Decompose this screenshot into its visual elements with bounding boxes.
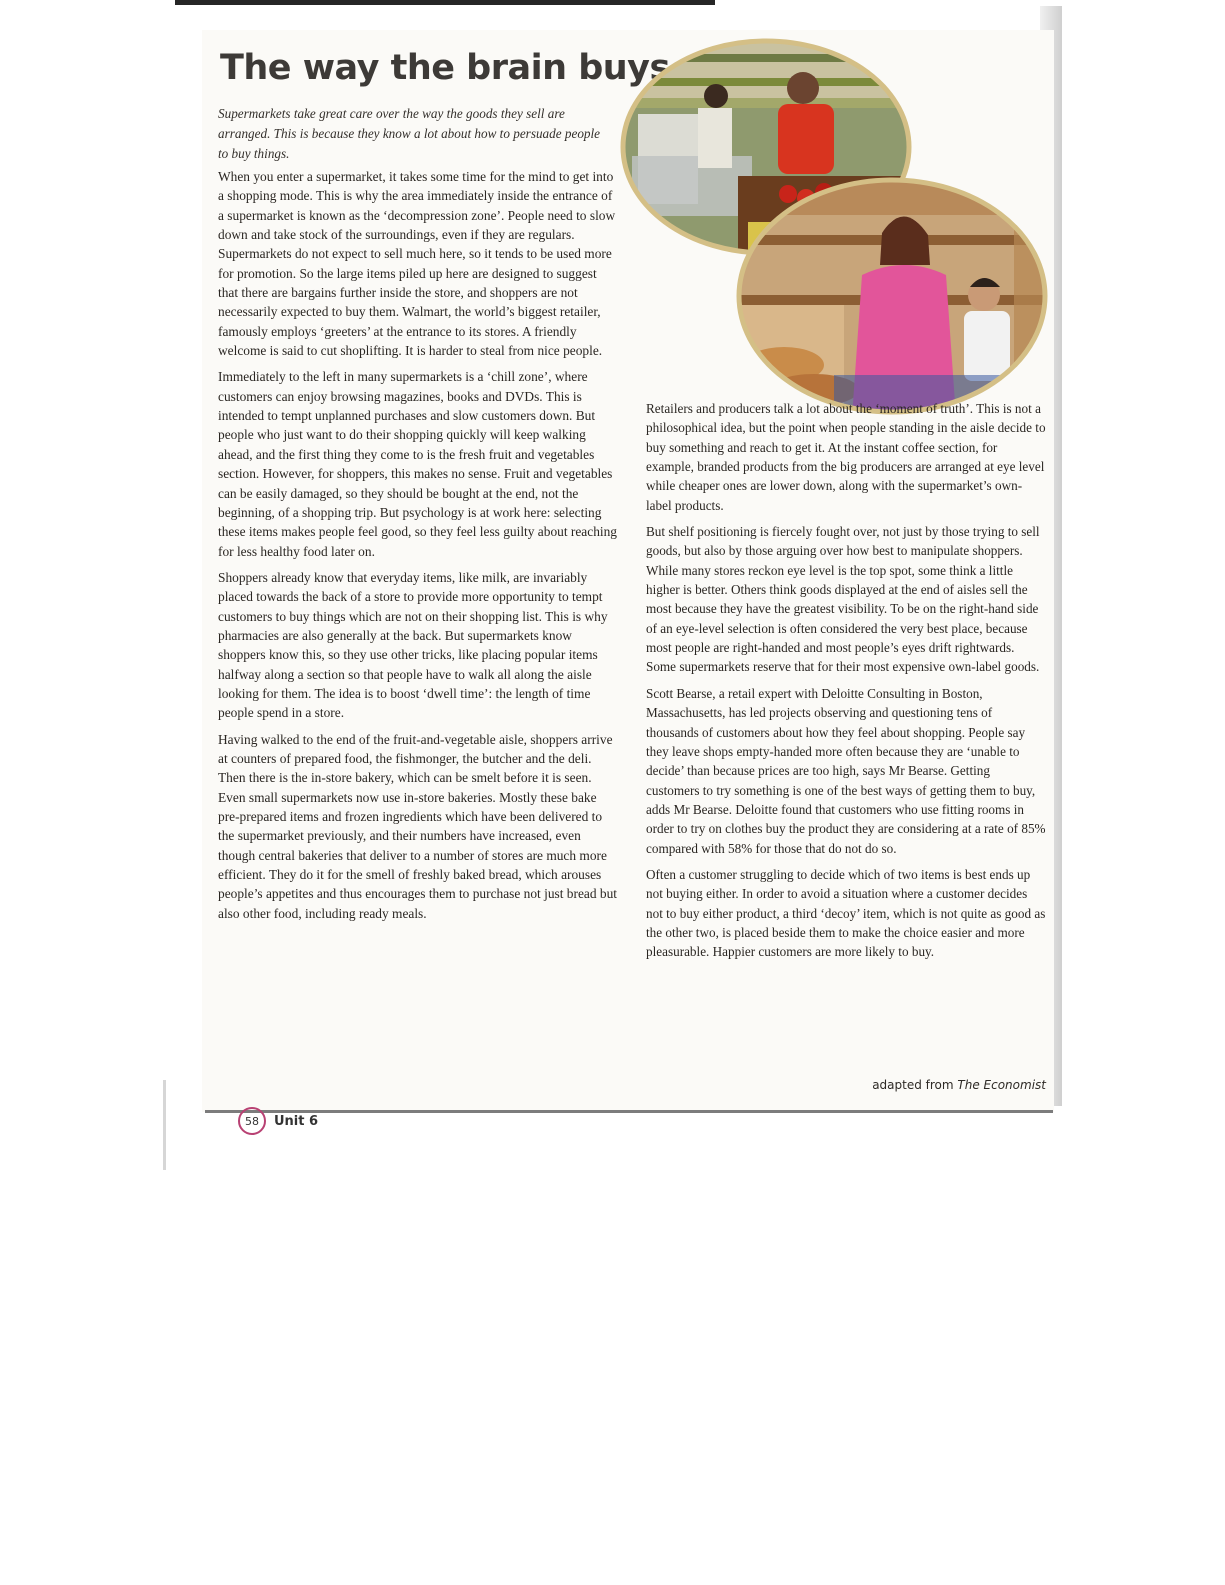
right-column bbox=[646, 399, 1046, 969]
left-column bbox=[218, 167, 620, 930]
paragraph-scott-bearse: Scott Bearse, a retail expert with Deloitte Consulting in Boston, Massachusetts, has led projects observing and questioning tens of thousands of customers about how they feel about shopping. People say they leave shops empty-handed more often because they are ‘unable to decide’ than because prices are too high, says Mr Bearse. Getting customers to try something is one of the best ways of getting them to buy, adds Mr Bearse. Deloitte found that customers who use fitting rooms in order to try on clothes buy the product they are considering at a rate of 85% compared with 58% for those that do not do so. bbox=[646, 685, 1046, 856]
paragraph-shelf-positioning: But shelf positioning is fiercely fought over, not just by those trying to sell goods, but also by those arguing over how best to manipulate shoppers. While many stores reckon eye level is the top spot, some think a little higher is better. Others think goods displayed at the end of aisles sell the most because they have the greatest visibility. To be on the right-hand side of an eye-level selection is often considered the very best place, because most people are right-handed and most people’s eyes drift rightwards. Some supermarkets reserve that for their most expensive own-label goods. bbox=[646, 524, 1040, 675]
unit-label: Unit 6 bbox=[274, 1113, 319, 1129]
page-bottom-rule bbox=[205, 1110, 1053, 1113]
paragraph-decompression-zone: When you enter a supermarket, it takes some time for the mind to get into a shopping mode. This is why the area immediately inside the entrance of a supermarket is known as the ‘decompression zone’. People need to slow down and take stock of the surroundings, even if they are regulars. Supermarkets do not expect to sell much here, so it tends to be used more for promotion. So the large items piled up here are designed to suggest that there are bargains further inside the store, and shoppers are not necessarily expected to buy them. Walmart, the world’s biggest retailer, famously employs ‘greeters’ at the entrance to its stores. A friendly welcome is said to cut shoplifting. It is harder to steal from nice people. bbox=[218, 169, 616, 359]
article-intro: Supermarkets take great care over the way the goods they sell are arranged. This is because they know a lot about how to persuade people to buy things. bbox=[218, 106, 601, 161]
paragraph-in-store-bakery: Having walked to the end of the fruit-and-vegetable aisle, shoppers arrive at counters of prepared food, the fishmonger, the butcher and the deli. Then there is the in-store bakery, which can be smelt before it is seen. Even small supermarkets now use in-store bakeries. Mostly these bake pre-prepared items and frozen ingredients which have been delivered to the supermarket previously, and their numbers have increased, even though central bakeries that deliver to a number of stores are much more efficient. They do it for the smell of freshly baked bread, which arouses people’s appetites and thus encourages them to purchase not just bread but also other food, including ready meals. bbox=[218, 731, 618, 921]
textbook-page bbox=[202, 30, 1054, 1112]
paragraph-everyday-items: Shoppers already know that everyday items, like milk, are invariably placed towards the back of a store to provide more opportunity to tempt customers to buy things which are not on their shopping list. This is why pharmacies are also generally at the back. But supermarkets know shoppers know this, so they use other tricks, like placing popular items halfway along a section so that people have to walk all along the aisle looking for them. The idea is to boost ‘dwell time’: the length of time people spend in a store. bbox=[218, 569, 608, 721]
article-title: The way the brain buys bbox=[220, 48, 670, 88]
source-prefix: adapted from bbox=[872, 1078, 958, 1092]
scan-top-edge bbox=[175, 0, 715, 5]
photo-shopper-with-child bbox=[734, 175, 1050, 417]
source-credit bbox=[872, 1078, 1046, 1092]
page-footer bbox=[238, 1107, 318, 1135]
paragraph-decoy-item: Often a customer struggling to decide which of two items is best ends up not buying either. In order to avoid a situation where a customer decides not to buy either product, a third ‘decoy’ item, which is not quite as good as the other two, is placed beside them to make the choice easier and more pleasurable. Happier customers are more likely to buy. bbox=[646, 866, 1046, 960]
scan-left-edge bbox=[163, 1080, 166, 1170]
paragraph-chill-zone: Immediately to the left in many supermarkets is a ‘chill zone’, where customers can enjoy browsing magazines, books and DVDs. This is intended to tempt unplanned purchases and slow customers down. But people who just want to do their shopping quickly will keep walking ahead, and the first thing they come to is the fresh fruit and vegetables section. However, for shoppers, this makes no sense. Fruit and vegetables can be easily damaged, so they should be bought at the end, not the beginning, of a shopping trip. But psychology is at work here: selecting these items makes people feel good, so they feel less guilty about reaching for less healthy food later on. bbox=[218, 369, 617, 559]
page-number: 58 bbox=[238, 1107, 266, 1135]
source-publication: The Economist bbox=[957, 1078, 1046, 1092]
paragraph-moment-of-truth: Retailers and producers talk a lot about the ‘moment of truth’. This is not a philosophical idea, but the point when people standing in the aisle decide to buy something and reach to get it. At the instant coffee section, for example, branded products from the big producers are arranged at eye level while cheaper ones are lower down, along with the supermarket’s own-label products. bbox=[646, 401, 1046, 513]
